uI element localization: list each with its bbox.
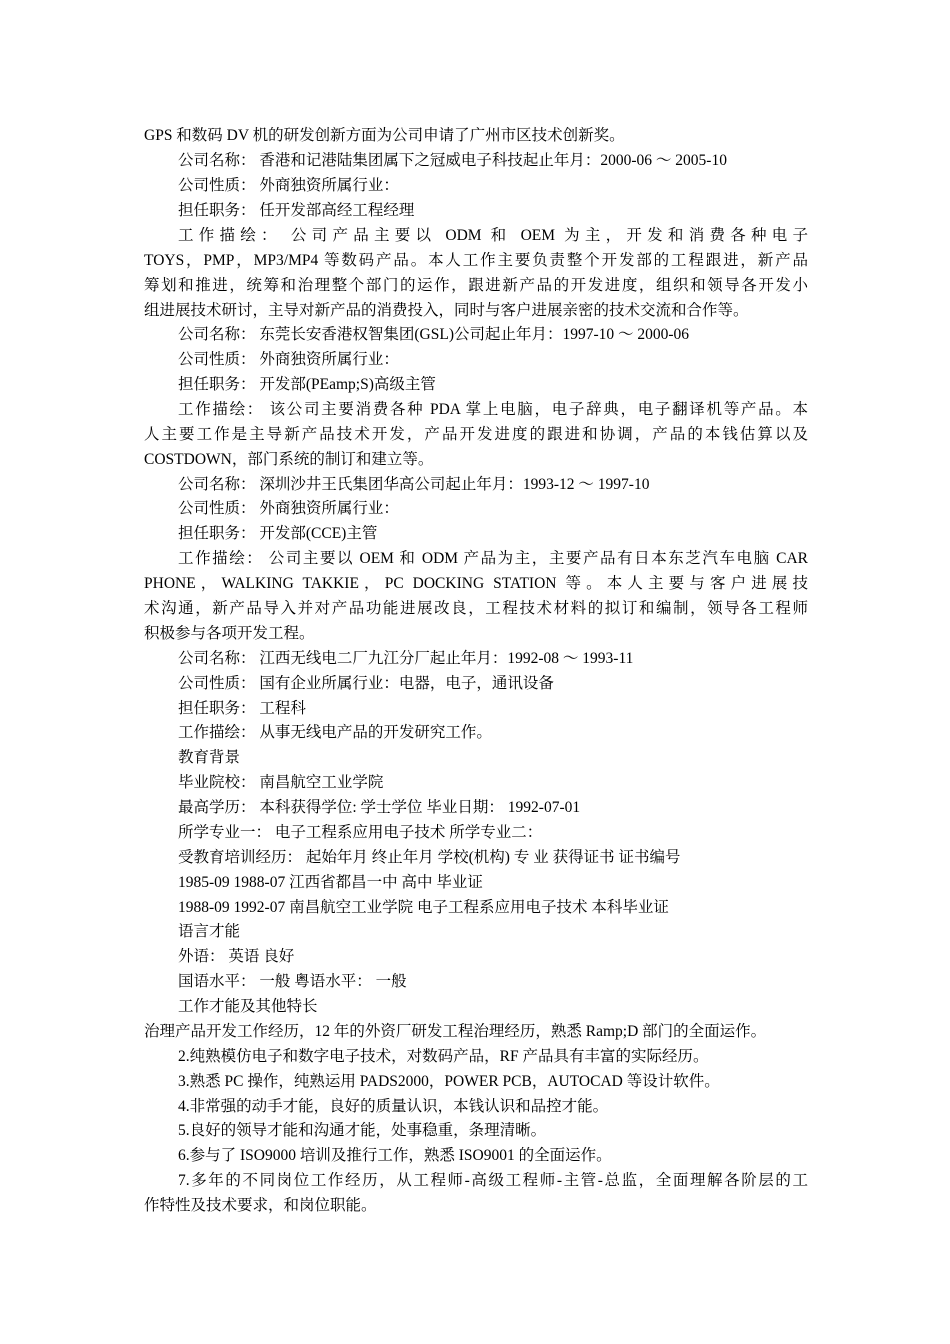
text-line: 公司性质： 外商独资所属行业： — [178, 351, 399, 368]
text-line: 公司性质： 国有企业所属行业：电器，电子，通讯设备 — [178, 675, 554, 692]
text-line: 公司名称： 香港和记港陆集团属下之冠威电子科技起止年月：2000-06 ～ 2005-10 — [178, 152, 727, 169]
text-line: 积极参与各项开发工程。 — [144, 625, 315, 642]
text-line: 工作描绘： 该公司主要消费各种 PDA 掌上电脑，电子辞典，电子翻译机等产品。本 — [178, 401, 808, 418]
text-line: 工作描绘： 从事无线电产品的开发研究工作。 — [178, 724, 492, 741]
text-line: TOYS，PMP，MP3/MP4 等数码产品。本人工作主要负责整个开发部的工程跟进，新产品 — [144, 252, 808, 269]
text-line: 作特性及技术要求，和岗位职能。 — [144, 1197, 377, 1214]
text-line: 担任职务： 开发部(PEamp;S)高级主管 — [178, 376, 436, 393]
text-line: 公司名称： 东莞长安香港权智集团(GSL)公司起止年月：1997-10 ～ 2000-06 — [178, 326, 690, 343]
text-line: GPS 和数码 DV 机的研发创新方面为公司申请了广州市区技术创新奖。 — [144, 127, 625, 144]
list-item: 5.良好的领导才能和沟通才能，处事稳重，条理清晰。 — [178, 1122, 547, 1139]
section-heading: 语言才能 — [178, 923, 241, 940]
text-line: 1985-09 1988-07 江西省都昌一中 高中 毕业证 — [178, 874, 483, 891]
text-line: 公司性质： 外商独资所属行业： — [178, 177, 399, 194]
text-line: 公司名称： 江西无线电二厂九江分厂起止年月：1992-08 ～ 1993-11 — [178, 650, 634, 667]
text-line: 外语： 英语 良好 — [178, 948, 295, 965]
list-item: 6.参与了 ISO9000 培训及推行工作，熟悉 ISO9001 的全面运作。 — [178, 1147, 612, 1164]
text-line: 担任职务： 开发部(CCE)主管 — [178, 525, 378, 542]
text-line: 国语水平： 一般 粤语水平： 一般 — [178, 973, 407, 990]
text-line: 担任职务： 任开发部高经工程经理 — [178, 202, 415, 219]
text-line: 人主要工作是主导新产品技术开发，产品开发进度的跟进和协调，产品的本钱估算以及 — [144, 426, 808, 443]
text-line: 组进展技术研讨，主导对新产品的消费投入，同时与客户进展亲密的技术交流和合作等。 — [144, 302, 749, 319]
text-line: 公司性质： 外商独资所属行业： — [178, 500, 399, 517]
text-line: COSTDOWN，部门系统的制订和建立等。 — [144, 451, 434, 468]
text-line: 筹划和推进，统筹和治理整个部门的运作，跟进新产品的开发进度，组织和领导各开发小 — [144, 277, 808, 294]
text-line: 受教育培训经历： 起始年月 终止年月 学校(机构) 专 业 获得证书 证书编号 — [178, 849, 681, 866]
text-line: 公司名称： 深圳沙井王氏集团华高公司起止年月：1993-12 ～ 1997-10 — [178, 476, 650, 493]
text-line: 术沟通，新产品导入并对产品功能进展改良，工程技术材料的拟订和编制，领导各工程师 — [144, 600, 808, 617]
text-line: 担任职务： 工程科 — [178, 700, 306, 717]
list-item: 7.多年的不同岗位工作经历，从工程师-高级工程师-主管-总监，全面理解各阶层的工 — [178, 1172, 808, 1189]
text-line: 最高学历： 本科获得学位: 学士学位 毕业日期： 1992-07-01 — [178, 799, 581, 816]
list-item: 4.非常强的动手才能，良好的质量认识，本钱认识和品控才能。 — [178, 1098, 609, 1115]
list-item: 3.熟悉 PC 操作，纯熟运用 PADS2000，POWER PCB，AUTOCAD 等设计软件。 — [178, 1073, 720, 1090]
section-heading: 工作才能及其他特长 — [178, 998, 318, 1015]
text-line: 毕业院校： 南昌航空工业学院 — [178, 774, 384, 791]
section-heading: 教育背景 — [178, 749, 241, 766]
text-line: 工作描绘： 公司主要以 OEM 和 ODM 产品为主，主要产品有日本东芝汽车电脑 CAR — [178, 550, 808, 567]
text-line: 治理产品开发工作经历，12 年的外资厂研发工程治理经历，熟悉 Ramp;D 部门的全面运作。 — [144, 1023, 767, 1040]
text-line: 1988-09 1992-07 南昌航空工业学院 电子工程系应用电子技术 本科毕业证 — [178, 899, 669, 916]
text-line: 工作描绘： 公司产品主要以 ODM 和 OEM 为主，开发和消费各种电子 — [178, 227, 808, 244]
text-line: 所学专业一： 电子工程系应用电子技术 所学专业二： — [178, 824, 543, 841]
text-line: PHONE，WALKING TAKKIE，PC DOCKING STATION 等。本人主要与客户进展技 — [144, 575, 808, 592]
list-item: 2.纯熟模仿电子和数字电子技术，对数码产品，RF 产品具有丰富的实际经历。 — [178, 1048, 709, 1065]
